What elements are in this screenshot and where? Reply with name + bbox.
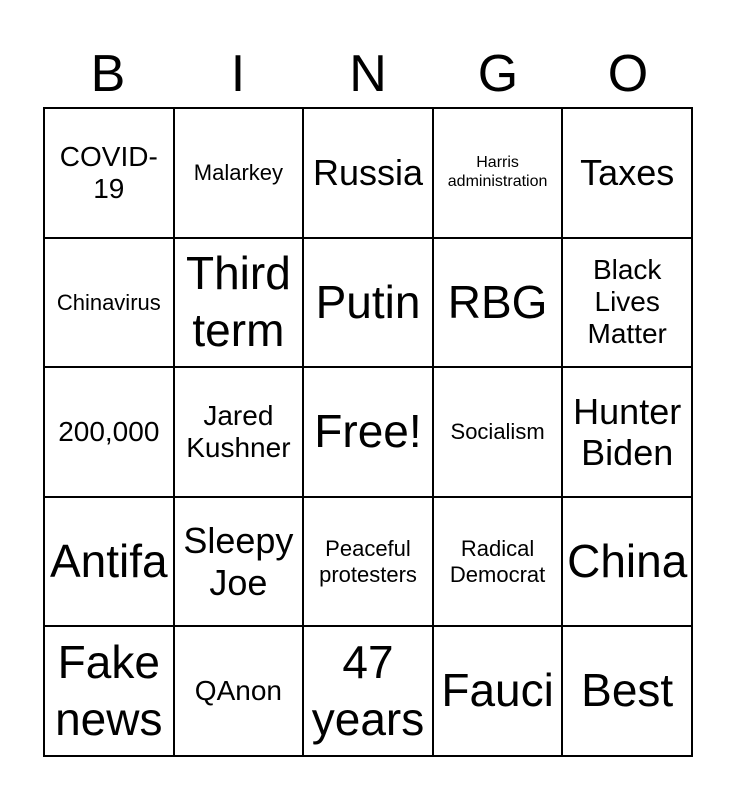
bingo-cell[interactable]: Sleepy Joe bbox=[174, 497, 304, 627]
bingo-cell[interactable]: RBG bbox=[433, 238, 563, 368]
bingo-cell[interactable]: Taxes bbox=[562, 108, 692, 238]
bingo-cell[interactable]: Best bbox=[562, 626, 692, 756]
bingo-grid bbox=[43, 107, 693, 757]
bingo-header bbox=[43, 40, 693, 108]
bingo-cell[interactable]: QAnon bbox=[174, 626, 304, 756]
bingo-cell[interactable]: Fauci bbox=[433, 626, 563, 756]
bingo-cell[interactable]: Harris administration bbox=[433, 108, 563, 238]
bingo-cell[interactable]: Peaceful protesters bbox=[303, 497, 433, 627]
header-letter-o: O bbox=[607, 45, 649, 103]
free-space-cell[interactable]: Free! bbox=[303, 367, 433, 497]
bingo-cell[interactable]: COVID-19 bbox=[44, 108, 174, 238]
header-letter-g: G bbox=[477, 45, 519, 103]
bingo-cell[interactable]: Russia bbox=[303, 108, 433, 238]
bingo-cell[interactable]: 200,000 bbox=[44, 367, 174, 497]
bingo-cell[interactable]: Third term bbox=[174, 238, 304, 368]
bingo-cell[interactable]: Malarkey bbox=[174, 108, 304, 238]
bingo-cell[interactable]: Fake news bbox=[44, 626, 174, 756]
bingo-cell[interactable]: Chinavirus bbox=[44, 238, 174, 368]
bingo-cell[interactable]: Antifa bbox=[44, 497, 174, 627]
header-letter-n: N bbox=[349, 45, 387, 103]
bingo-cell[interactable]: Radical Democrat bbox=[433, 497, 563, 627]
bingo-cell[interactable]: Hunter Biden bbox=[562, 367, 692, 497]
bingo-cell[interactable]: Putin bbox=[303, 238, 433, 368]
bingo-cell[interactable]: China bbox=[562, 497, 692, 627]
bingo-cell[interactable]: 47 years bbox=[303, 626, 433, 756]
bingo-cell[interactable]: Black Lives Matter bbox=[562, 238, 692, 368]
header-letter-i: I bbox=[230, 45, 246, 103]
header-letter-b: B bbox=[90, 45, 126, 103]
bingo-cell[interactable]: Jared Kushner bbox=[174, 367, 304, 497]
bingo-cell[interactable]: Socialism bbox=[433, 367, 563, 497]
